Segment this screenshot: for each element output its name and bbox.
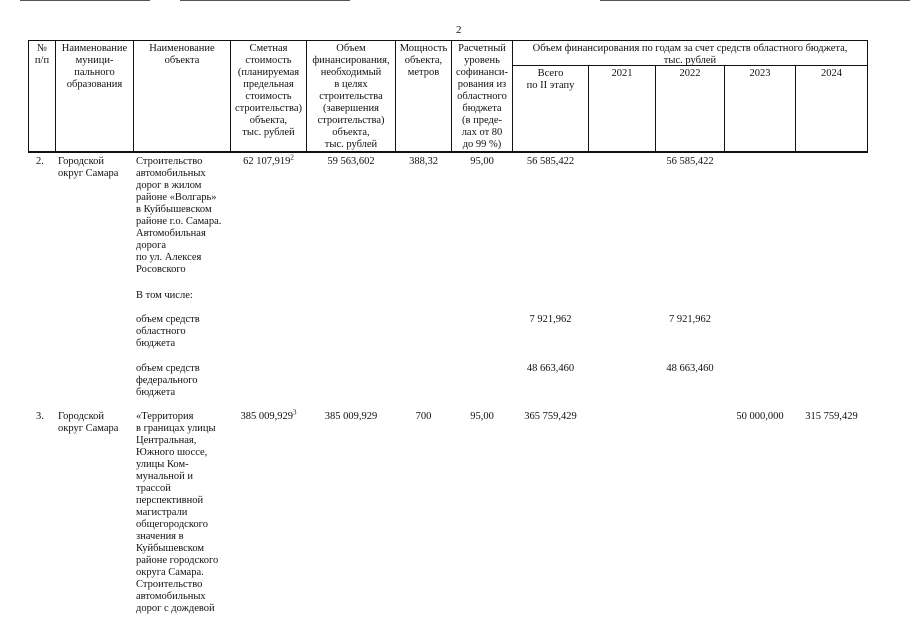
- row3-cofinancing: 95,00: [470, 411, 494, 422]
- header-bottom-border: [28, 151, 868, 153]
- row3-financing-volume: 385 009,929: [324, 411, 378, 422]
- row2-financing-volume: 59 563,602: [327, 156, 375, 167]
- header-funding-group: Объем финансирования по годам за счет средств областного бюджета, тыс. рублей: [532, 43, 848, 66]
- row2-capacity: 388,32: [409, 156, 438, 167]
- header-financing-volume: Объем финансирования, необходимый в целях строительства (завершения строительства) объекта, тыс. рублей: [312, 43, 390, 150]
- row2-estimated-cost: [231, 153, 306, 168]
- row2-regional-label: объем средств областного бюджета: [136, 314, 200, 349]
- header-2024: 2024: [821, 68, 842, 79]
- row3-no: 3.: [36, 411, 44, 422]
- row2-federal-2022: 48 663,460: [666, 363, 714, 374]
- row3-object: «Территория в границах улицы Центральная, Южного шоссе, улицы Ком- мунальной и трассой перспективной магистрали общегородского значения в Куйбышевском районе городского округа Самара. Строительство автомобильных дорог с дождевой: [136, 411, 219, 614]
- row3-estimated-cost: [231, 408, 306, 423]
- row3-2024: 315 759,429: [805, 411, 858, 422]
- row2-no: 2.: [36, 156, 44, 167]
- page-number: 2: [456, 24, 462, 36]
- row2-total: 56 585,422: [526, 156, 575, 167]
- row2-regional-total: 7 921,962: [529, 314, 572, 325]
- header-2023: 2023: [749, 68, 771, 79]
- header-2022: 2022: [679, 68, 701, 79]
- header-estimated-cost: Сметная стоимость (планируемая предельная стоимость строительства) объекта, тыс. рублей: [235, 43, 302, 138]
- header-cofinancing: Расчетный уровень софинанси- рования из областного бюджета (в преде- лах от 80 до 99 %): [455, 43, 508, 150]
- row2-regional-2022: 7 921,962: [669, 314, 711, 325]
- header-no: № п/п: [34, 43, 50, 66]
- row3-capacity: 700: [415, 411, 432, 422]
- row2-federal-total: 48 663,460: [526, 363, 575, 374]
- row2-2022: 56 585,422: [666, 156, 714, 167]
- table-top-border: [28, 40, 868, 41]
- top-rule-right: [600, 0, 910, 1]
- row2-estimated-cost-value: 62 107,919: [243, 156, 291, 167]
- header-2021: 2021: [611, 68, 633, 79]
- top-rule-left: [20, 0, 150, 1]
- row2-municipality: Городской округ Самара: [58, 156, 119, 179]
- header-total: Всего по II этапу: [526, 68, 575, 91]
- row3-estimated-cost-value: 385 009,929: [240, 411, 293, 422]
- row3-estimated-cost-footnote: 3: [293, 408, 297, 417]
- row3-total: 365 759,429: [524, 411, 577, 422]
- row3-2023: 50 000,000: [736, 411, 784, 422]
- header-object: Наименование объекта: [149, 43, 215, 66]
- row2-estimated-cost-footnote: 2: [290, 153, 294, 162]
- row2-cofinancing: 95,00: [470, 156, 494, 167]
- row3-municipality: Городской округ Самара: [58, 411, 119, 434]
- grid-vline: [867, 40, 868, 152]
- top-rule-mid: [180, 0, 350, 1]
- header-municipality: Наименование муници- пального образования: [61, 43, 128, 90]
- row2-federal-label: объем средств федерального бюджета: [136, 363, 200, 398]
- header-capacity: Мощность объекта, метров: [399, 43, 448, 78]
- row2-including-label: В том числе:: [136, 290, 193, 301]
- row2-object: Строительство автомобильных дорог в жилом районе «Волгарь» в Куйбышевском районе г.о. Самара. Автомобильная дорога по ул. Алексея Росовского: [136, 156, 222, 275]
